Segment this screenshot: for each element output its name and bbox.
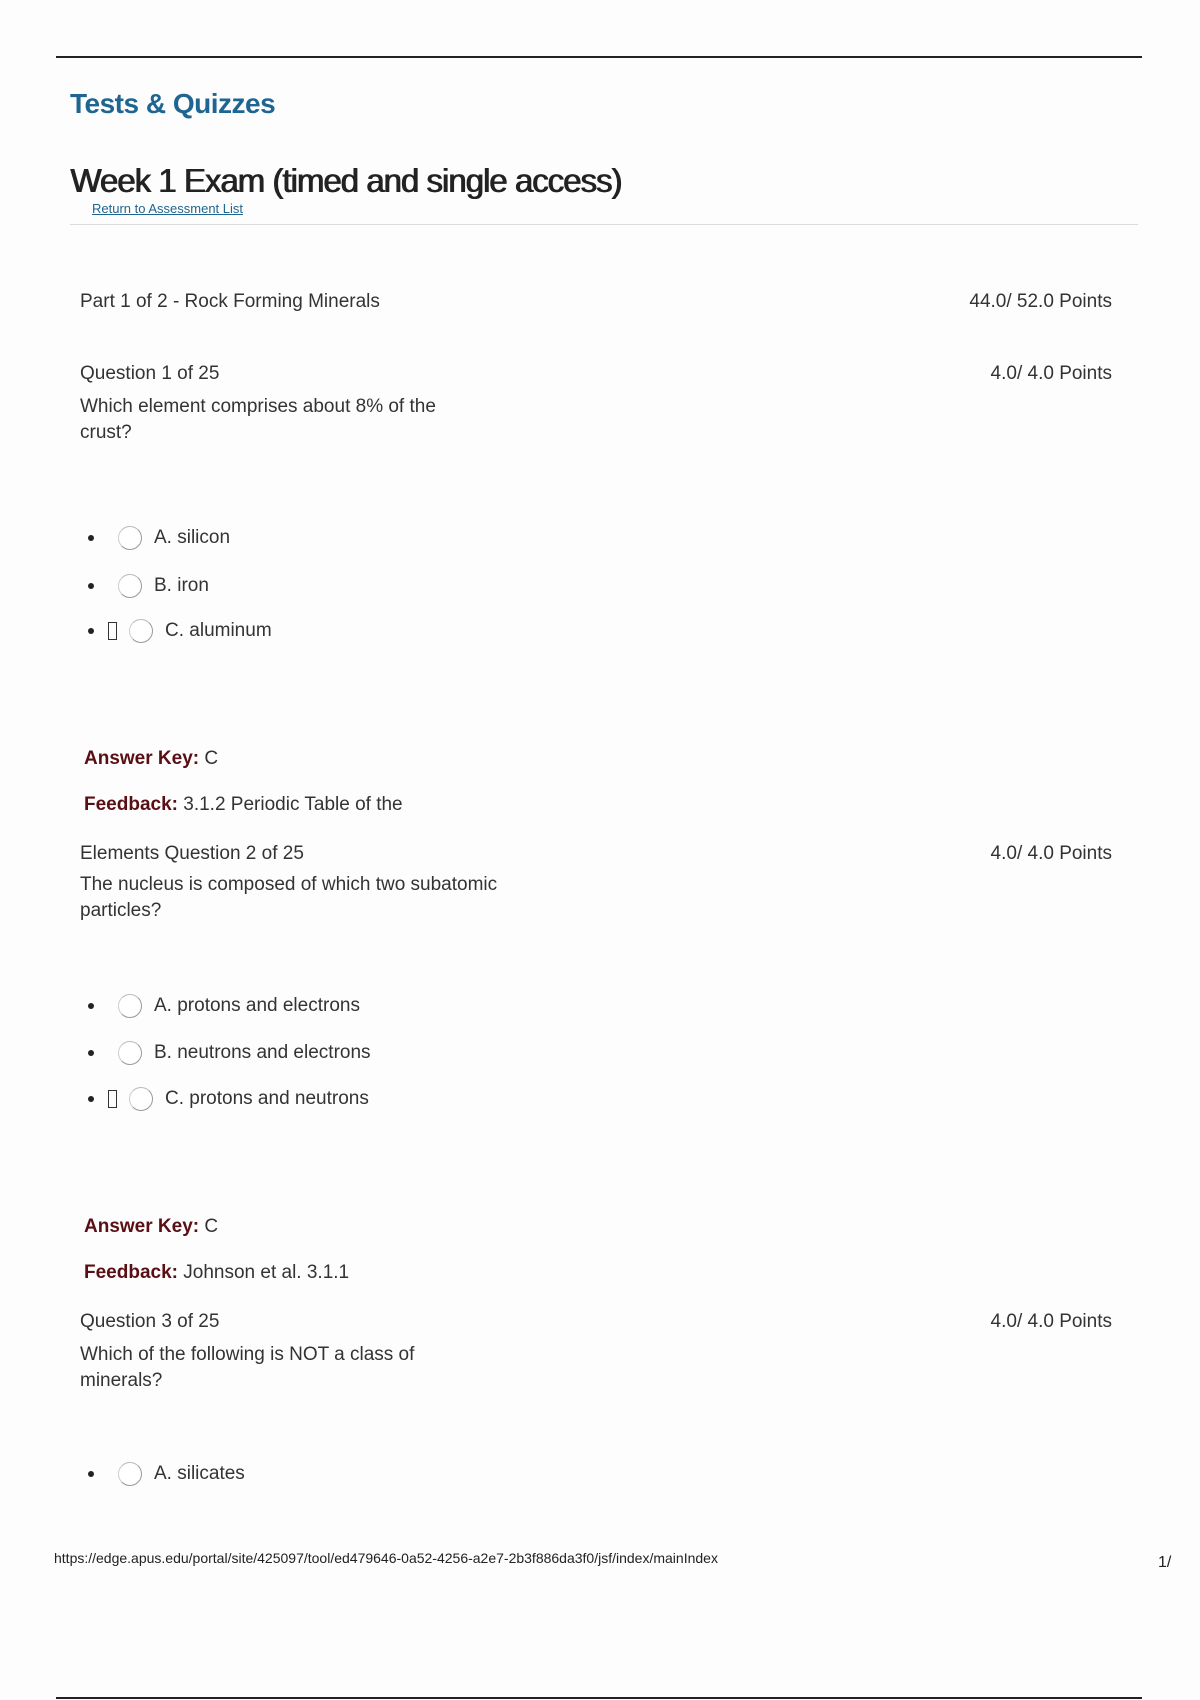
- part-label: Part 1 of 2 - Rock Forming Minerals: [80, 291, 380, 312]
- title-divider: [70, 224, 1138, 225]
- question-text: [80, 872, 497, 924]
- choice-label: A. silicon: [154, 527, 231, 548]
- bullet: [88, 1003, 94, 1009]
- radio-button[interactable]: [118, 526, 142, 550]
- question-label: Elements Question 2 of 25: [80, 843, 304, 864]
- feedback-value: 3.1.2 Periodic Table of the: [183, 794, 403, 815]
- radio-button[interactable]: [129, 1087, 153, 1111]
- answer-choice[interactable]: [88, 524, 230, 552]
- question-header: [80, 363, 1112, 385]
- footer-url: https://edge.apus.edu/portal/site/425097/tool/ed479646-0a52-4256-a2e7-2b3f886da3f0/jsf/index/mainIndex: [54, 1550, 718, 1566]
- radio-button[interactable]: [129, 619, 153, 643]
- question-label: Question 1 of 25: [80, 363, 220, 384]
- part-points: 44.0/ 52.0 Points: [969, 291, 1112, 312]
- exam-title: Week 1 Exam (timed and single access): [70, 162, 622, 199]
- radio-button[interactable]: [118, 1041, 142, 1065]
- choice-label: A. protons and electrons: [154, 995, 360, 1016]
- question-text-line: crust?: [80, 422, 132, 443]
- bullet: [88, 1096, 94, 1102]
- question-header: [80, 843, 1112, 865]
- answer-key-label: Answer Key:: [84, 748, 200, 769]
- choice-label: B. iron: [154, 575, 209, 596]
- choice-label: C. protons and neutrons: [165, 1088, 369, 1109]
- answer-choice[interactable]: [88, 1039, 371, 1067]
- question-text-line: Which of the following is NOT a class of: [80, 1344, 415, 1365]
- radio-button[interactable]: [118, 994, 142, 1018]
- question-text-line: The nucleus is composed of which two subatomic: [80, 874, 498, 895]
- answer-key-label: Answer Key:: [84, 1216, 200, 1237]
- answer-choice[interactable]: [88, 572, 209, 600]
- bullet: [88, 535, 94, 541]
- bullet: [88, 1050, 94, 1056]
- question-points: 4.0/ 4.0 Points: [990, 363, 1112, 384]
- question-points: 4.0/ 4.0 Points: [990, 843, 1112, 864]
- answer-key-value: C: [204, 1216, 219, 1237]
- top-rule: [56, 56, 1142, 58]
- answer-choice[interactable]: [88, 1460, 245, 1488]
- question-text-line: particles?: [80, 900, 162, 921]
- selected-marker-icon: [108, 622, 117, 640]
- answer-choice[interactable]: [88, 617, 272, 645]
- choice-label: A. silicates: [154, 1463, 245, 1484]
- feedback-value: Johnson et al. 3.1.1: [183, 1262, 350, 1283]
- feedback-label: Feedback:: [84, 1262, 178, 1283]
- return-to-assessment-list-link[interactable]: Return to Assessment List: [92, 201, 244, 216]
- radio-button[interactable]: [118, 574, 142, 598]
- question-header: [80, 1311, 1112, 1333]
- question-points: 4.0/ 4.0 Points: [990, 1311, 1112, 1332]
- question-text-line: minerals?: [80, 1370, 163, 1391]
- answer-key-value: C: [204, 748, 219, 769]
- answer-key: [84, 1216, 218, 1238]
- bullet: [88, 628, 94, 634]
- question-label: Question 3 of 25: [80, 1311, 220, 1332]
- feedback: [84, 1262, 349, 1284]
- question-text: [80, 1342, 414, 1394]
- answer-key: [84, 748, 218, 770]
- bullet: [88, 1471, 94, 1477]
- radio-button[interactable]: [118, 1462, 142, 1486]
- answer-choice[interactable]: [88, 992, 360, 1020]
- question-text-line: Which element comprises about 8% of the: [80, 396, 436, 417]
- bottom-rule: [56, 1697, 1142, 1699]
- choice-label: C. aluminum: [165, 620, 272, 641]
- bullet: [88, 583, 94, 589]
- answer-choice[interactable]: [88, 1085, 369, 1113]
- feedback: [84, 794, 403, 816]
- feedback-label: Feedback:: [84, 794, 178, 815]
- part-header: [80, 291, 1112, 313]
- selected-marker-icon: [108, 1090, 117, 1108]
- tool-title: Tests & Quizzes: [70, 88, 276, 119]
- question-text: [80, 394, 436, 446]
- choice-label: B. neutrons and electrons: [154, 1042, 371, 1063]
- page-number: 1/: [1158, 1554, 1172, 1571]
